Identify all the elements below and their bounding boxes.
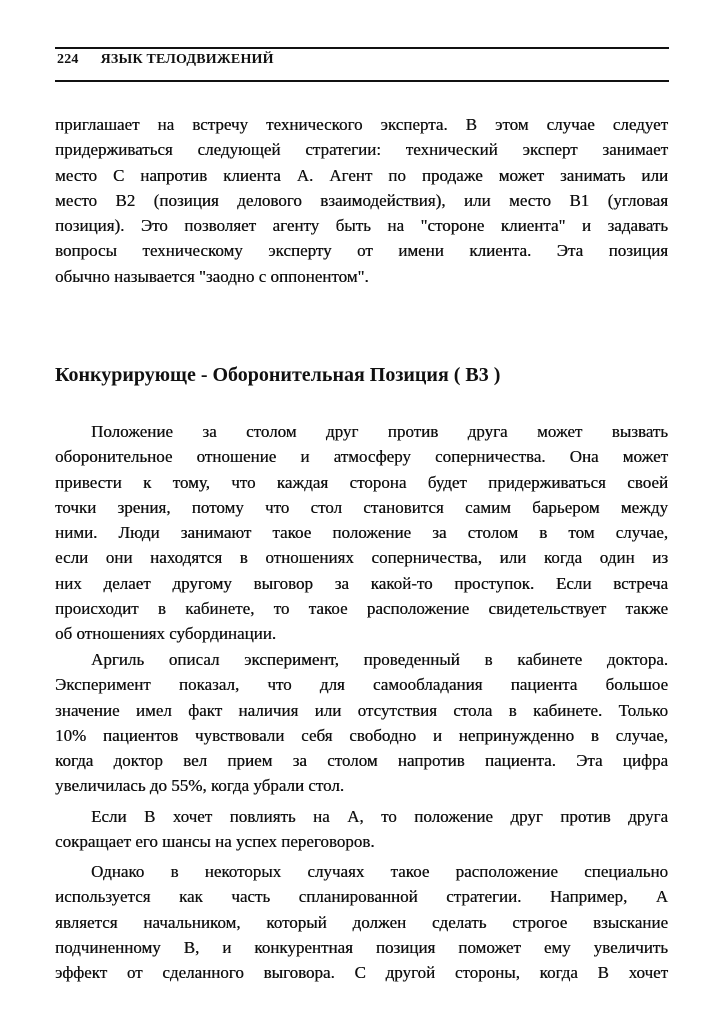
paragraph [55, 804, 668, 855]
text-line: об отношениях субординации. [55, 624, 277, 644]
text-line: сокращает его шансы на успех переговоров. [55, 832, 375, 852]
paragraph [55, 419, 668, 647]
running-header [57, 52, 274, 68]
text-line: Однако в некоторых случаях такое расположение специально [91, 862, 668, 881]
section-heading: Конкурирующе - Оборонительная Позиция ( В3 ) [55, 364, 501, 386]
text-line: Аргиль описал эксперимент, проведенный в кабинете доктора. [91, 650, 668, 669]
text-line: если они находятся в отношениях соперничества, или когда один из [55, 548, 668, 568]
text-line: точки зрения, потому что стол становится самим барьером между [55, 497, 668, 517]
text-line: происходит в кабинете, то такое расположение свидетельствует также [55, 599, 668, 619]
text-line: 10% пациентов чувствовали себя свободно и непринужденно в случае, [55, 725, 668, 745]
text-line: эффект от сделанного выговора. С другой стороны, когда В хочет [55, 963, 668, 983]
text-line: Если В хочет повлиять на А, то положение друг против друга [91, 807, 668, 826]
header-rule-bottom [55, 80, 669, 82]
text-line: увеличилась до 55%, когда убрали стол. [55, 776, 345, 796]
text-line: обычно называется "заодно с оппонентом". [55, 266, 369, 286]
text-line: место С напротив клиента А. Агент по продаже может занимать или [55, 165, 668, 185]
text-line: привести к тому, что каждая сторона будет придерживаться своей [55, 472, 668, 492]
text-line: подчиненному В, и конкурентная позиция поможет ему увеличить [55, 937, 668, 957]
text-line: является начальником, который должен сделать строгое взыскание [55, 912, 668, 932]
text-line: позиция). Это позволяет агенту быть на "стороне клиента" и задавать [55, 216, 668, 236]
text-line: Положение за столом друг против друга может вызвать [91, 422, 668, 441]
text-line: приглашает на встречу технического эксперта. В этом случае следует [55, 115, 668, 134]
text-line: вопросы техническому эксперту от имени клиента. Эта позиция [55, 241, 668, 261]
paragraph [55, 647, 668, 799]
text-line: придерживаться следующей стратегии: технический эксперт занимает [55, 140, 668, 160]
page-number: 224 [57, 52, 79, 67]
text-line: используется как часть спланированной стратегии. Например, А [55, 887, 668, 907]
text-line: оборонительное отношение и атмосферу соперничества. Она может [55, 447, 668, 467]
text-line: значение имел факт наличия или отсутствия стола в кабинете. Только [55, 700, 668, 720]
running-title: ЯЗЫК ТЕЛОДВИЖЕНИЙ [100, 52, 274, 67]
text-line: ними. Люди занимают такое положение за столом в том случае, [55, 523, 668, 543]
text-line: место В2 (позиция делового взаимодействия), или место В1 (угловая [55, 190, 668, 210]
header-rule-top [55, 47, 669, 49]
text-line: Эксперимент показал, что для самообладания пациента большое [55, 675, 668, 695]
paragraph [55, 859, 668, 985]
text-line: когда доктор вел прием за столом напротив пациента. Эта цифра [55, 751, 668, 771]
text-line: них делает другому выговор за какой-то проступок. Если встреча [55, 573, 668, 593]
continued-paragraph [55, 112, 668, 289]
